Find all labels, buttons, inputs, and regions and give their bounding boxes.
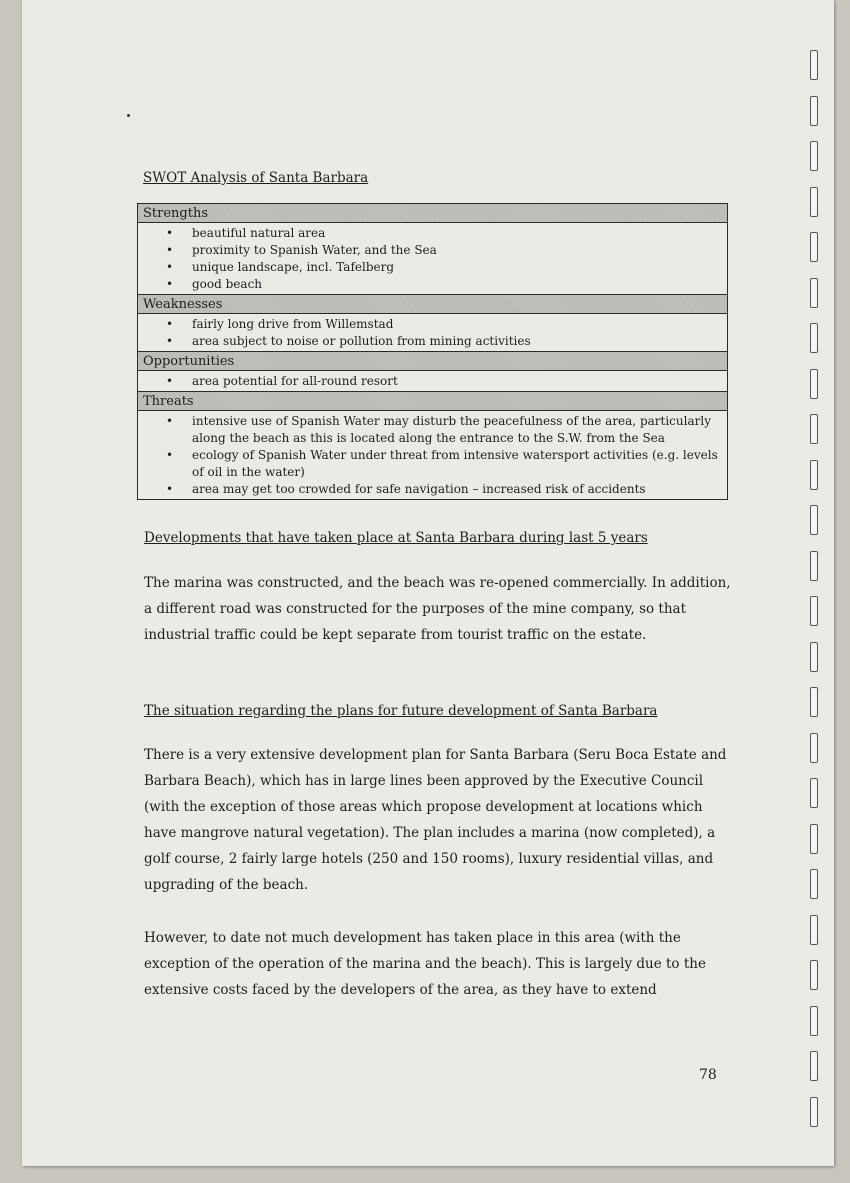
spiral-binding bbox=[808, 50, 822, 1150]
stray-mark bbox=[127, 114, 130, 117]
binding-ring bbox=[810, 596, 818, 626]
swot-item: • ecology of Spanish Water under threat from intensive watersport activities (e.g. levels of oil in the water) bbox=[192, 447, 719, 481]
document-page bbox=[22, 0, 834, 1166]
swot-item: • good beach bbox=[192, 276, 719, 293]
swot-category-strengths: Strengths bbox=[138, 204, 727, 223]
plans-paragraph-1: There is a very extensive development plan for Santa Barbara (Seru Boca Estate and Barbara Beach), which has in large lines been approved by the Executive Council (with the exception of those areas which propose development at locations which have mangrove natural vegetation). The plan includes a marina (now completed), a golf course, 2 fairly large hotels (250 and 150 rooms), luxury residential villas, and upgrading of the beach. bbox=[144, 747, 727, 893]
swot-item: • area subject to noise or pollution from mining activities bbox=[192, 333, 719, 350]
binding-ring bbox=[810, 1097, 818, 1127]
binding-ring bbox=[810, 869, 818, 899]
binding-ring bbox=[810, 232, 818, 262]
swot-category-opportunities: Opportunities bbox=[138, 351, 727, 371]
developments-paragraph: The marina was constructed, and the beach was re-opened commercially. In addition, a different road was constructed for the purposes of the mine company, so that industrial traffic could be kept separate from tourist traffic on the estate. bbox=[144, 575, 731, 643]
swot-item: • intensive use of Spanish Water may disturb the peacefulness of the area, particularly along the beach as this is located along the entrance to the S.W. from the Sea bbox=[192, 413, 719, 447]
swot-item-list bbox=[138, 411, 727, 499]
binding-ring bbox=[810, 323, 818, 353]
binding-ring bbox=[810, 1006, 818, 1036]
binding-ring bbox=[810, 369, 818, 399]
swot-item-list bbox=[138, 371, 727, 391]
binding-ring bbox=[810, 96, 818, 126]
swot-item-list bbox=[138, 314, 727, 351]
binding-ring bbox=[810, 141, 818, 171]
swot-item: • beautiful natural area bbox=[192, 225, 719, 242]
swot-item: • area may get too crowded for safe navigation – increased risk of accidents bbox=[192, 481, 719, 498]
swot-item: • fairly long drive from Willemstad bbox=[192, 316, 719, 333]
swot-category-threats: Threats bbox=[138, 391, 727, 411]
swot-item: • unique landscape, incl. Tafelberg bbox=[192, 259, 719, 276]
binding-ring bbox=[810, 687, 818, 717]
binding-ring bbox=[810, 778, 818, 808]
swot-table bbox=[137, 203, 728, 500]
binding-ring bbox=[810, 460, 818, 490]
swot-heading: SWOT Analysis of Santa Barbara bbox=[143, 170, 369, 186]
binding-ring bbox=[810, 960, 818, 990]
swot-category-weaknesses: Weaknesses bbox=[138, 294, 727, 314]
binding-ring bbox=[810, 414, 818, 444]
binding-ring bbox=[810, 733, 818, 763]
binding-ring bbox=[810, 551, 818, 581]
swot-item: • proximity to Spanish Water, and the Sea bbox=[192, 242, 719, 259]
binding-ring bbox=[810, 50, 818, 80]
developments-heading: Developments that have taken place at Santa Barbara during last 5 years bbox=[144, 530, 648, 546]
page-number: 78 bbox=[699, 1067, 717, 1083]
swot-item: • area potential for all-round resort bbox=[192, 373, 719, 390]
plans-heading: The situation regarding the plans for future development of Santa Barbara bbox=[144, 703, 658, 719]
binding-ring bbox=[810, 278, 818, 308]
binding-ring bbox=[810, 187, 818, 217]
binding-ring bbox=[810, 1051, 818, 1081]
plans-paragraph-2: However, to date not much development has taken place in this area (with the exception of the operation of the marina and the beach). This is largely due to the extensive costs faced by the developers of the area, as they have to extend bbox=[144, 930, 706, 998]
binding-ring bbox=[810, 642, 818, 672]
binding-ring bbox=[810, 915, 818, 945]
binding-ring bbox=[810, 824, 818, 854]
swot-item-list bbox=[138, 223, 727, 294]
binding-ring bbox=[810, 505, 818, 535]
